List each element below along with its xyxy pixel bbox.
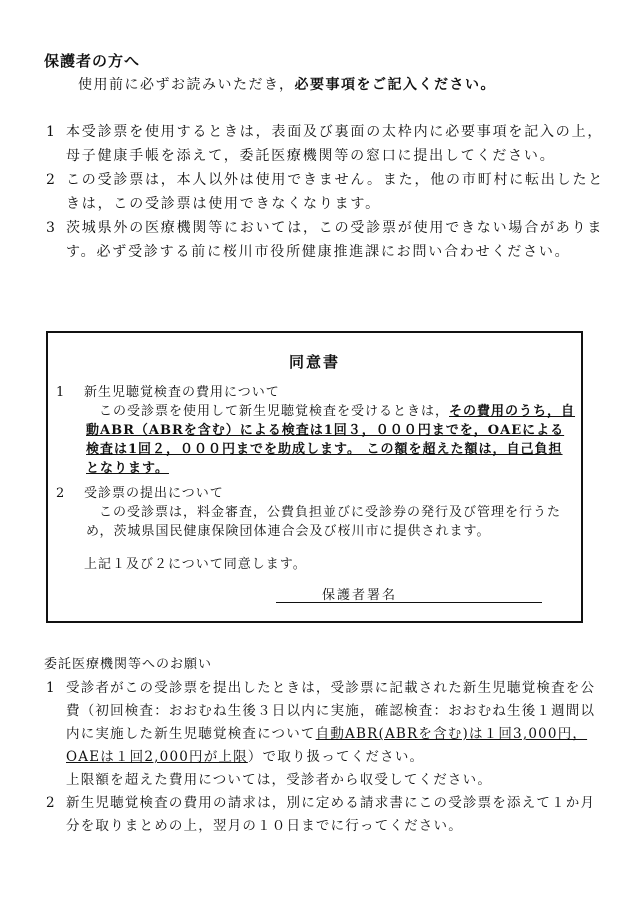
instruction-text: 茨城県外の医療機関等においては，この受診票が使用できない場合があります。必ず受診する前に桜川市役所健康推進課にお問い合わせください。: [66, 220, 604, 260]
request-number: 2: [46, 795, 56, 811]
consent-item-2: [56, 484, 576, 541]
request-text: 受診者がこの受診票を提出したときは，受診票に記載された新生児聴覚検査を公費（初回検査：おおむね生後３日以内に実施，確認検査：おおむね生後１週間以内に実施した新生児聴覚検査について: [66, 680, 596, 742]
intro-bold: 必要事項をご記入ください。: [294, 77, 496, 93]
consent-subsidy-terms: その費用のうち，自動ABR（ABRを含む）による検査は1回３，０００円までを，OAEによる検査は1回２，０００円までを助成します。 この額を超えた額は，自己負担となります。: [86, 404, 576, 476]
consent-item-plain: この受診票を使用して新生児聴覚検査を受けるときは，: [99, 404, 450, 419]
instruction-item-2: [44, 168, 606, 216]
consent-item-body: この受診票は，料金審査，公費負担並びに受診券の発行及び管理を行うため，茨城県国民健康保険団体連合会及び桜川市に提供されます。: [86, 505, 562, 539]
consent-title: 同意書: [288, 353, 340, 371]
consent-item-1: [56, 383, 576, 478]
page-title: 保護者の方へ: [44, 52, 141, 70]
instruction-number: 1: [46, 124, 57, 140]
request-extra-note: 上限額を超えた費用については，受診者から収受してください。: [66, 772, 493, 788]
instruction-number: 2: [46, 172, 57, 188]
consent-form-box: [46, 331, 583, 623]
request-text-tail: ）で取り扱ってください。: [247, 749, 425, 765]
consent-item-heading: 受診票の提出について: [84, 486, 224, 501]
consent-item-body: [56, 402, 576, 478]
instruction-item-1: [44, 120, 606, 168]
request-list: [44, 677, 606, 838]
request-number: 1: [46, 680, 56, 696]
request-item-2: [44, 792, 606, 838]
requests-title: 委託医療機関等へのお願い: [44, 657, 213, 672]
request-limit-terms: 自動ABR(ABRを含む)は１回3,000円，OAEは１回2,000円が上限: [66, 726, 588, 765]
signature-label: 保護者署名: [322, 588, 398, 603]
instruction-text: 本受診票を使用するときは，表面及び裏面の太枠内に必要事項を記入の上，母子健康手帳を添えて，委託医療機関等の窓口に提出してください。: [66, 124, 604, 164]
instruction-list: [44, 120, 606, 264]
consent-item-number: 1: [56, 385, 66, 400]
instruction-item-3: [44, 216, 606, 264]
intro-text: [78, 74, 496, 94]
consent-item-heading: 新生児聴覚検査の費用について: [84, 385, 280, 400]
instruction-text: この受診票は，本人以外は使用できません。また，他の市町村に転出したときは，この受診票は使用できなくなります。: [66, 172, 605, 212]
instruction-number: 3: [46, 220, 57, 236]
consent-item-number: 2: [56, 486, 66, 501]
request-text: 新生児聴覚検査の費用の請求は，別に定める請求書にこの受診票を添えて１か月分を取りまとめの上，翌月の１０日までに行ってください。: [66, 795, 596, 834]
agreement-statement: 上記１及び２について同意します。: [84, 557, 307, 572]
intro-plain: 使用前に必ずお読みいただき，: [78, 77, 295, 93]
guardian-signature-field[interactable]: [276, 584, 542, 603]
request-item-1: [44, 677, 606, 769]
